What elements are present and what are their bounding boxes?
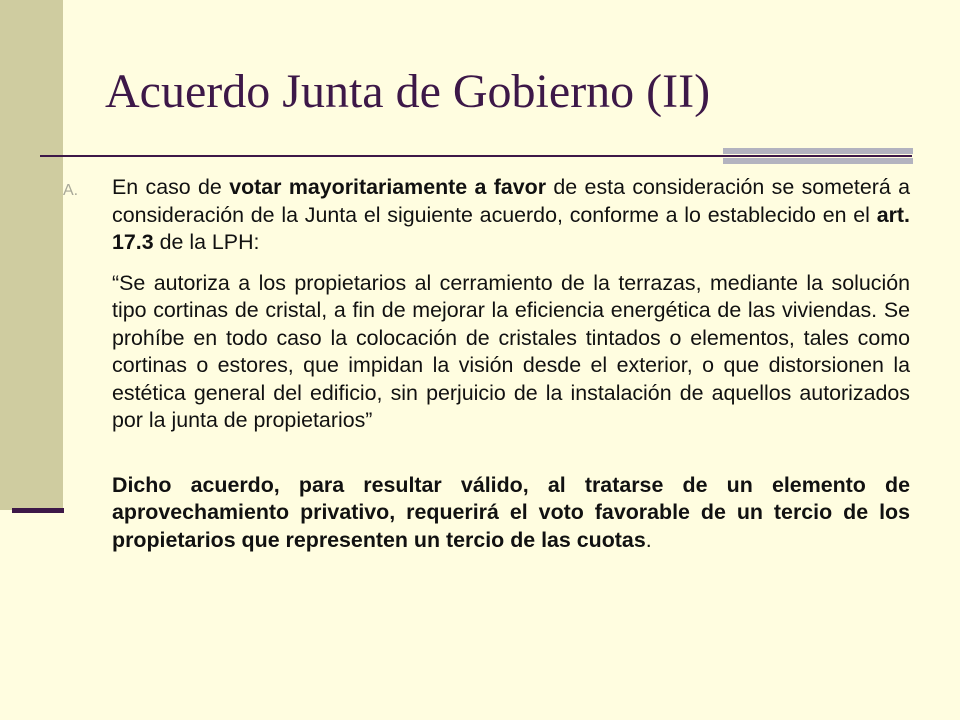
validity-bold-text: Dicho acuerdo, para resultar válido, al tratarse de un elemento de aprovechamiento privativo, requerirá el voto favorable de un tercio de los propietarios que representen un tercio de las cuotas xyxy=(112,472,910,552)
item-marker: A. xyxy=(63,182,79,199)
validity-end: . xyxy=(645,527,652,552)
validity-paragraph xyxy=(112,472,910,555)
para-a-bold-2: art. 17.3 xyxy=(112,202,910,254)
para-a-text-1: En caso de xyxy=(112,175,230,199)
para-a-text-3: de la LPH: xyxy=(153,230,260,254)
left-accent-bar xyxy=(12,508,64,513)
grey-decor-bars xyxy=(723,148,913,164)
grey-bar-top xyxy=(723,148,913,154)
para-a-text-2: de esta consideración se someterá a consideración de la Junta el siguiente acuerdo, conforme a lo establecido en el xyxy=(112,175,910,227)
agreement-quote: “Se autoriza a los propietarios al cerramiento de la terrazas, mediante la solución tipo cortinas de cristal, a fin de mejorar la eficiencia energética de las viviendas. Se prohíbe en todo caso la colocación de cristales tintados o elementos, tales como cortinas o estores, que impidan la visión desde el exterior, o que distorsionen la estética general del edificio, sin perjuicio de la instalación de aquellos autorizados por la junta de propietarios” xyxy=(112,270,910,432)
slide-body xyxy=(63,174,910,554)
paragraph-a xyxy=(63,174,910,257)
slide-title: Acuerdo Junta de Gobierno (II) xyxy=(105,65,711,118)
para-a-bold-1: votar mayoritariamente a favor xyxy=(229,175,547,199)
grey-bar-bottom xyxy=(723,158,913,164)
left-decor-band xyxy=(0,0,63,510)
